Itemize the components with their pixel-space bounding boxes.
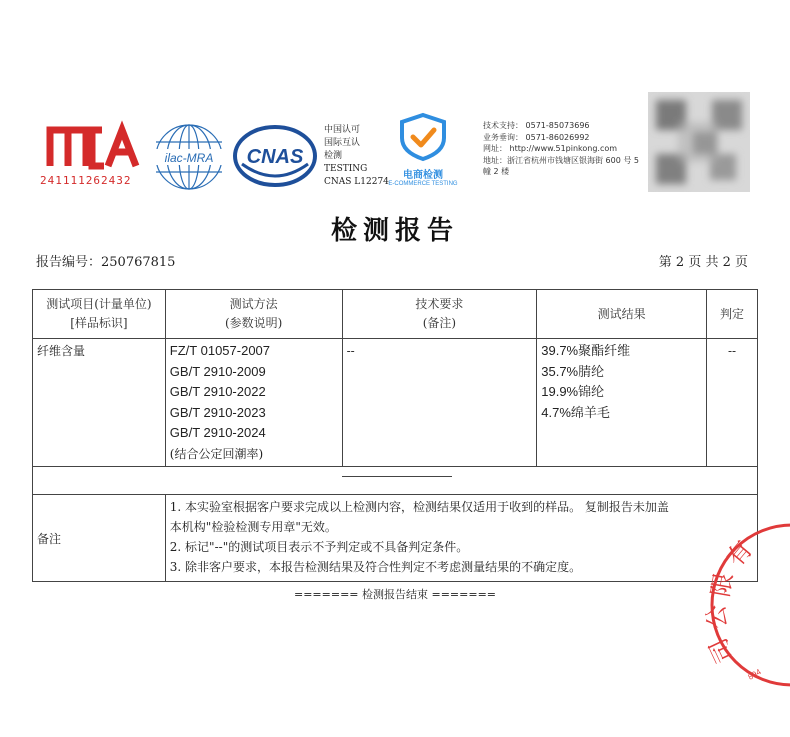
seal-stamp-icon — [700, 520, 790, 690]
report-title: 检测报告 — [330, 216, 459, 246]
report-number: 报告编号：250767815 — [36, 255, 176, 270]
ec-label: 电商检测 — [403, 170, 443, 181]
notes-cell: 1. 本实验室根据客户要求完成以上检测内容，检测结果仅适用于收到的样品。 复制报告未加盖 本机构"检验检测专用章"无效。 2. 标记"--"的测试项目表示不予判定或不具备判定条件。 3. 除非客户要求，本报告检测结果及符合性判定不考虑测量结果的不确定度。 — [165, 495, 757, 582]
result-cell: 39.7%聚酯纤维 35.7%腈纶 19.9%锦纶 4.7%绵羊毛 — [537, 339, 707, 467]
blurred-qr-code-icon — [648, 92, 750, 192]
page-info: 第 2 页 共 2 页 — [658, 255, 748, 270]
svg-text:公: 公 — [701, 603, 732, 630]
header-result: 测试结果 — [537, 290, 707, 339]
svg-text:CNAS: CNAS — [246, 146, 304, 168]
svg-text:有: 有 — [721, 535, 759, 572]
table-row — [33, 339, 758, 467]
shield-check-icon — [388, 112, 458, 162]
item-cell: 纤维含量 — [33, 339, 166, 467]
judgement-cell: -- — [707, 339, 758, 467]
requirement-cell: -- — [342, 339, 537, 467]
svg-text:司: 司 — [703, 633, 740, 668]
cma-code: 241111262432 — [40, 174, 132, 187]
header-judgement: 判定 — [707, 290, 758, 339]
ec-label-en: E-COMMERCE TESTING — [388, 181, 458, 187]
method-cell: FZ/T 01057-2007 GB/T 2910-2009 GB/T 2910-2022 GB/T 2910-2023 GB/T 2910-2024 (结合公定回潮率) — [165, 339, 342, 467]
header-requirement: 技术要求 (备注) — [342, 290, 537, 339]
separator-line — [342, 476, 452, 477]
contact-info: 技术支持： 0571-85073696 业务垂询： 0571-86026992 网址： http://www.51pinkong.com 地址：浙江省杭州市钱塘区银海街 600 号 5 幢 2 楼 — [483, 121, 639, 176]
cnas-cert-text: 中国认可 国际互认 检测 TESTING CNAS L12274 — [324, 125, 389, 187]
header-test-item: 测试项目(计量单位) [样品标识] — [33, 290, 166, 339]
header-test-method: 测试方法 (参数说明) — [165, 290, 342, 339]
svg-text:ilac-MRA: ilac-MRA — [164, 151, 214, 165]
cnas-logo-icon — [232, 124, 318, 188]
svg-text:894: 894 — [746, 667, 763, 682]
report-end-marker: ======= 检测报告结束 ======= — [293, 588, 497, 601]
results-table — [32, 289, 758, 582]
ilac-mra-logo-icon — [152, 122, 226, 192]
ecommerce-testing-logo — [388, 112, 458, 186]
notes-label: 备注 — [33, 495, 166, 582]
table-header-row — [33, 290, 758, 339]
notes-row — [33, 495, 758, 582]
svg-text:限: 限 — [706, 570, 739, 600]
blank-row — [33, 467, 758, 495]
